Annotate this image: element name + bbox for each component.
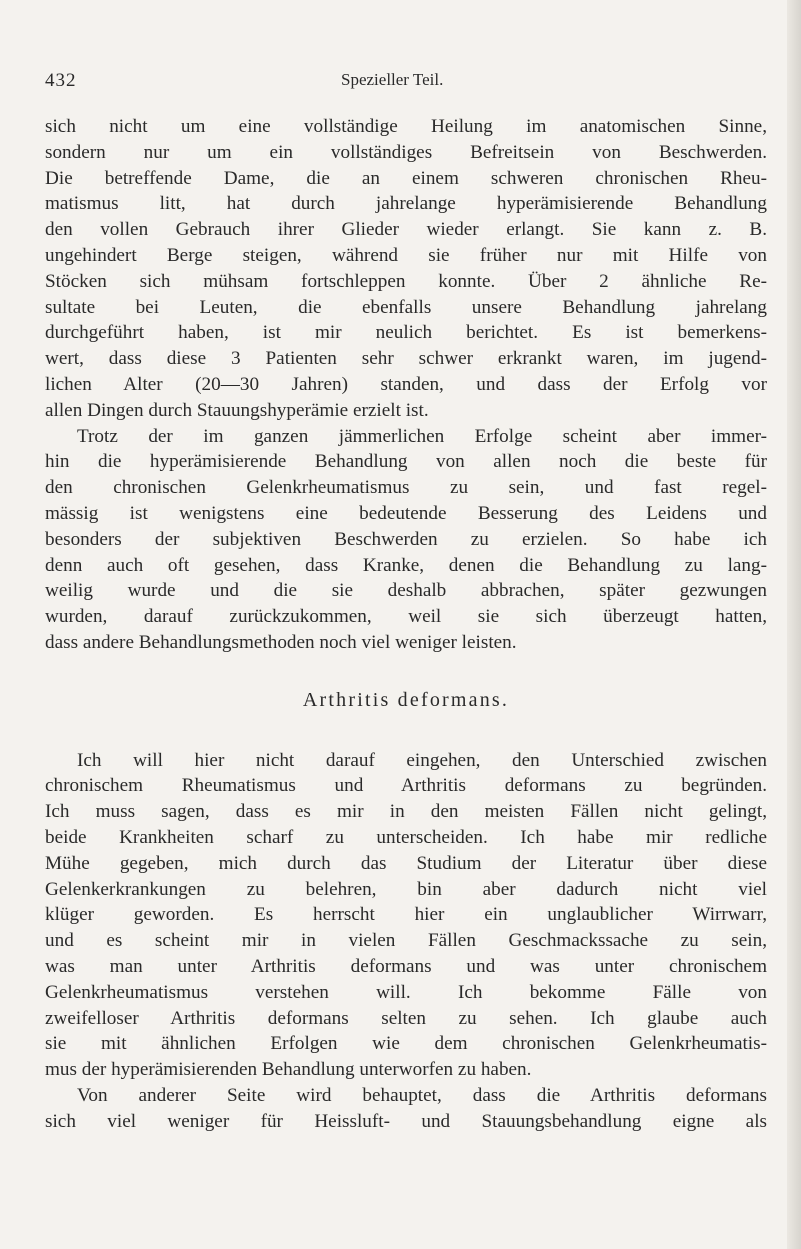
text-line: Stöcken sich mühsam fortschleppen konnte. Über 2 ähnliche Re- <box>45 270 767 292</box>
text-line: klüger geworden. Es herrscht hier ein unglaublicher Wirrwarr, <box>45 904 767 926</box>
text-line: chronischem Rheumatismus und Arthritis deformans zu begründen. <box>45 775 767 797</box>
text-line: dass andere Behandlungsmethoden noch viel weniger leisten. <box>45 631 517 653</box>
text-line: Ich muss sagen, dass es mir in den meisten Fällen nicht gelingt, <box>45 801 767 823</box>
text-line: Von anderer Seite wird behauptet, dass die Arthritis deformans <box>77 1084 767 1106</box>
paragraph-2 <box>45 424 767 656</box>
page-edge-shadow <box>787 0 801 1249</box>
text-line: wert, dass diese 3 Patienten sehr schwer erkrankt waren, im jugend- <box>45 348 767 370</box>
text-line: sich nicht um eine vollständige Heilung im anatomischen Sinne, <box>45 116 767 137</box>
text-line: mässig ist wenigstens eine bedeutende Besserung des Leidens und <box>45 502 767 524</box>
text-line: Mühe gegeben, mich durch das Studium der Literatur über diese <box>45 852 767 874</box>
text-line: sultate bei Leuten, die ebenfalls unsere Behandlung jahrelang <box>45 296 767 318</box>
text-line: mus der hyperämisierenden Behandlung unterworfen zu haben. <box>45 1059 532 1081</box>
paragraph-1 <box>45 114 767 424</box>
text-line: durchgeführt haben, ist mir neulich berichtet. Es ist bemerkens- <box>45 322 767 344</box>
text-line: wurden, darauf zurückzukommen, weil sie sich überzeugt hatten, <box>45 606 767 628</box>
page-header <box>45 70 767 96</box>
text-line: was man unter Arthritis deformans und was unter chronischem <box>45 955 767 977</box>
text-line: sich viel weniger für Heissluft- und Stauungsbehandlung eigne als <box>45 1110 767 1132</box>
text-line: Gelenkrheumatismus verstehen will. Ich bekomme Fälle von <box>45 981 767 1003</box>
body-text <box>45 114 767 1134</box>
page-number: 432 <box>45 70 77 91</box>
text-line: allen Dingen durch Stauungshyperämie erzielt ist. <box>45 399 429 421</box>
text-line: lichen Alter (20—30 Jahren) standen, und dass der Erfolg vor <box>45 373 767 395</box>
text-line: den chronischen Gelenkrheumatismus zu sein, und fast regel- <box>45 477 767 499</box>
text-line: beide Krankheiten scharf zu unterscheiden. Ich habe mir redliche <box>45 826 767 848</box>
text-line: weilig wurde und die sie deshalb abbrachen, später gezwungen <box>45 580 767 602</box>
text-line: Ich will hier nicht darauf eingehen, den Unterschied zwischen <box>77 749 767 771</box>
text-line: Gelenkerkrankungen zu belehren, bin aber dadurch nicht viel <box>45 878 767 900</box>
text-line: Die betreffende Dame, die an einem schweren chronischen Rheu- <box>45 167 767 189</box>
text-line: hin die hyperämisierende Behandlung von allen noch die beste für <box>45 451 767 473</box>
text-line: den vollen Gebrauch ihrer Glieder wieder erlangt. Sie kann z. B. <box>45 219 767 241</box>
text-line: und es scheint mir in vielen Fällen Geschmackssache zu sein, <box>45 930 767 952</box>
text-line: ungehindert Berge steigen, während sie früher nur mit Hilfe von <box>45 244 767 266</box>
text-line: matismus litt, hat durch jahrelange hyperämisierende Behandlung <box>45 193 767 215</box>
book-page <box>45 70 767 1134</box>
text-line: Trotz der im ganzen jämmerlichen Erfolge scheint aber immer- <box>77 425 767 447</box>
running-head: Spezieller Teil. <box>341 70 444 89</box>
text-line: sondern nur um ein vollständiges Befreitsein von Beschwerden. <box>45 141 767 163</box>
paragraph-3 <box>45 748 767 1083</box>
section-title: Arthritis deformans. <box>302 688 510 711</box>
text-line: zweifelloser Arthritis deformans selten zu sehen. Ich glaube auch <box>45 1007 767 1029</box>
text-line: denn auch oft gesehen, dass Kranke, denen die Behandlung zu lang- <box>45 554 767 576</box>
text-line: besonders der subjektiven Beschwerden zu erzielen. So habe ich <box>45 528 767 550</box>
text-line: sie mit ähnlichen Erfolgen wie dem chronischen Gelenkrheumatis- <box>45 1033 767 1055</box>
paragraph-4 <box>45 1083 767 1135</box>
